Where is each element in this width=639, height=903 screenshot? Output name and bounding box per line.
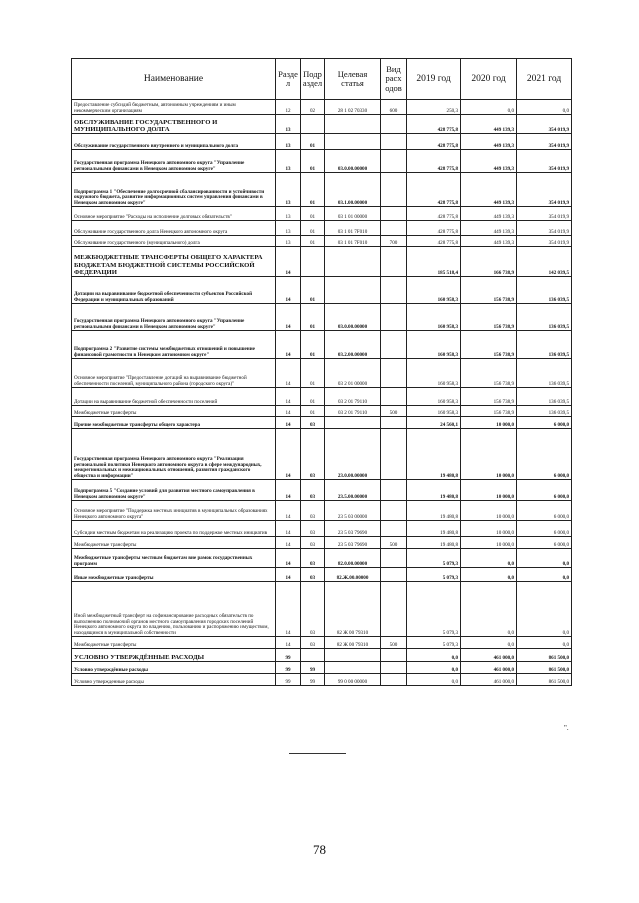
row-razdel-cell: 14 (276, 359, 301, 388)
row-podrazdel-cell: 01 (301, 134, 325, 150)
row-vid-cell (381, 549, 407, 568)
row-2020-cell: 461 000,0 (461, 662, 517, 674)
row-vid-cell (381, 134, 407, 150)
table-row (72, 662, 572, 674)
row-vid-cell (381, 417, 407, 429)
row-2019-cell: 5 079,3 (407, 582, 461, 637)
row-razdel-cell: 13 (276, 115, 301, 134)
row-name-cell: МЕЖБЮДЖЕТНЫЕ ТРАНСФЕРТЫ ОБЩЕГО ХАРАКТЕРА БЮДЖЕТАМ БЮДЖЕТНОЙ СИСТЕМЫ РОССИЙСКОЙ ФЕДЕРАЦИИ (72, 247, 276, 277)
row-2021-cell: 861 500,0 (517, 674, 572, 686)
row-2019-cell: 160 958,3 (407, 406, 461, 417)
row-2021-cell: 136 039,5 (517, 304, 572, 331)
row-name-cell: Субсидии местным бюджетам на реализацию проекта по поддержке местных инициатив (72, 521, 276, 537)
header-2019: 2019 год (407, 59, 461, 100)
row-2020-cell: 156 738,9 (461, 331, 517, 359)
table-row (72, 304, 572, 331)
row-2019-cell: 5 079,3 (407, 549, 461, 568)
row-podrazdel-cell: 03 (301, 549, 325, 568)
row-podrazdel-cell: 01 (301, 304, 325, 331)
row-article-cell: 99 0 00 00000 (325, 674, 381, 686)
row-2019-cell: 5 079,3 (407, 568, 461, 582)
row-2020-cell: 156 738,9 (461, 406, 517, 417)
row-2020-cell: 0,0 (461, 100, 517, 115)
row-podrazdel-cell: 01 (301, 173, 325, 207)
row-podrazdel-cell: 03 (301, 429, 325, 480)
row-name-cell: Иные межбюджетные трансферты (72, 568, 276, 582)
row-2020-cell: 449 139,3 (461, 150, 517, 173)
row-name-cell: Межбюджетные трансферты (72, 406, 276, 417)
row-razdel-cell: 13 (276, 207, 301, 221)
row-name-cell: Межбюджетные трансферты местным бюджетам вне рамок государственных программ (72, 549, 276, 568)
table-row (72, 134, 572, 150)
row-2020-cell: 10 000,0 (461, 417, 517, 429)
row-vid-cell (381, 649, 407, 662)
header-2020: 2020 год (461, 59, 517, 100)
row-2019-cell: 160 958,3 (407, 388, 461, 406)
row-vid-cell (381, 568, 407, 582)
row-2021-cell: 354 019,9 (517, 115, 572, 134)
row-name-cell: Дотации на выравнивание бюджетной обеспеченности поселений (72, 388, 276, 406)
row-vid-cell (381, 173, 407, 207)
row-name-cell: Прочие межбюджетные трансферты общего характера (72, 417, 276, 429)
row-2021-cell: 354 019,9 (517, 207, 572, 221)
row-podrazdel-cell: 01 (301, 406, 325, 417)
row-2020-cell: 461 000,0 (461, 649, 517, 662)
row-2021-cell: 6 000,0 (517, 480, 572, 501)
row-article-cell: 28 1 02 70330 (325, 100, 381, 115)
row-2020-cell: 10 000,0 (461, 521, 517, 537)
row-article-cell (325, 115, 381, 134)
row-2020-cell: 449 139,3 (461, 236, 517, 247)
row-vid-cell (381, 429, 407, 480)
closing-quote-mark: ". (564, 724, 569, 732)
header-2021: 2021 год (517, 59, 572, 100)
row-article-cell: 82.Ж.00.00000 (325, 568, 381, 582)
row-vid-cell (381, 331, 407, 359)
row-2020-cell: 0,0 (461, 549, 517, 568)
row-vid-cell (381, 388, 407, 406)
row-2021-cell: 6 000,0 (517, 429, 572, 480)
table-row (72, 537, 572, 549)
row-name-cell: ОБСЛУЖИВАНИЕ ГОСУДАРСТВЕННОГО И МУНИЦИПАЛЬНОГО ДОЛГА (72, 115, 276, 134)
row-vid-cell (381, 480, 407, 501)
row-article-cell: 03 2 01 00000 (325, 359, 381, 388)
row-2021-cell: 0,0 (517, 549, 572, 568)
row-article-cell (325, 247, 381, 277)
row-vid-cell (381, 277, 407, 304)
row-name-cell: УСЛОВНО УТВЕРЖДЁННЫЕ РАСХОДЫ (72, 649, 276, 662)
row-name-cell: Условно утверждённые расходы (72, 662, 276, 674)
table-body (72, 100, 572, 686)
row-2019-cell: 428 775,8 (407, 115, 461, 134)
row-article-cell (325, 134, 381, 150)
row-2020-cell: 449 139,3 (461, 173, 517, 207)
row-razdel-cell: 13 (276, 134, 301, 150)
row-podrazdel-cell: 03 (301, 568, 325, 582)
row-name-cell: Основное мероприятие "Поддержка местных инициатив в муниципальных образованиях Ненецкого автономного округа" (72, 501, 276, 521)
row-2021-cell: 6 000,0 (517, 501, 572, 521)
row-vid-cell (381, 304, 407, 331)
table-row (72, 115, 572, 134)
row-article-cell: 23.0.00.00000 (325, 429, 381, 480)
row-2021-cell: 0,0 (517, 582, 572, 637)
row-podrazdel-cell: 01 (301, 221, 325, 236)
row-2021-cell: 6 000,0 (517, 537, 572, 549)
row-2020-cell: 0,0 (461, 637, 517, 649)
row-razdel-cell: 13 (276, 221, 301, 236)
row-article-cell: 23 5 03 79690 (325, 537, 381, 549)
row-podrazdel-cell: 01 (301, 388, 325, 406)
row-article-cell: 03.0.00.00000 (325, 150, 381, 173)
row-razdel-cell: 13 (276, 236, 301, 247)
row-2020-cell: 156 738,9 (461, 304, 517, 331)
table-row (72, 480, 572, 501)
row-razdel-cell: 14 (276, 429, 301, 480)
row-2019-cell: 19 480,8 (407, 501, 461, 521)
row-vid-cell: 700 (381, 236, 407, 247)
row-vid-cell (381, 582, 407, 637)
row-vid-cell (381, 221, 407, 236)
row-2019-cell: 160 958,3 (407, 331, 461, 359)
table-row (72, 247, 572, 277)
row-name-cell: Основное мероприятие "Предоставление дотаций на выравнивание бюджетной обеспеченности поселений, муниципального района (городского округа)" (72, 359, 276, 388)
row-2021-cell: 861 500,0 (517, 649, 572, 662)
separator-line (289, 753, 346, 754)
row-article-cell (325, 649, 381, 662)
row-2019-cell: 24 560,1 (407, 417, 461, 429)
table-row (72, 277, 572, 304)
row-razdel-cell: 14 (276, 304, 301, 331)
row-2021-cell: 0,0 (517, 568, 572, 582)
row-2021-cell: 142 039,5 (517, 247, 572, 277)
row-podrazdel-cell: 03 (301, 582, 325, 637)
row-article-cell (325, 277, 381, 304)
row-2021-cell: 136 039,5 (517, 406, 572, 417)
row-2019-cell: 19 480,8 (407, 521, 461, 537)
row-vid-cell: 500 (381, 406, 407, 417)
table-row (72, 150, 572, 173)
row-podrazdel-cell (301, 115, 325, 134)
table-row (72, 637, 572, 649)
row-vid-cell (381, 115, 407, 134)
row-vid-cell (381, 207, 407, 221)
table-row (72, 331, 572, 359)
row-podrazdel-cell: 03 (301, 537, 325, 549)
header-razdel: Разде л (276, 59, 301, 100)
row-2020-cell: 156 738,9 (461, 388, 517, 406)
row-2020-cell: 449 139,3 (461, 207, 517, 221)
row-2021-cell: 861 500,0 (517, 662, 572, 674)
row-podrazdel-cell: 02 (301, 100, 325, 115)
row-vid-cell (381, 150, 407, 173)
row-name-cell: Условно утвержденные расходы (72, 674, 276, 686)
row-2019-cell: 0,0 (407, 649, 461, 662)
row-article-cell: 03.2.00.00000 (325, 331, 381, 359)
row-2019-cell: 428 775,8 (407, 207, 461, 221)
row-2019-cell: 19 480,8 (407, 480, 461, 501)
row-2019-cell: 428 775,8 (407, 173, 461, 207)
row-razdel-cell: 14 (276, 501, 301, 521)
row-podrazdel-cell: 03 (301, 637, 325, 649)
row-article-cell: 03.0.00.00000 (325, 304, 381, 331)
row-vid-cell (381, 674, 407, 686)
row-name-cell: Государственная программа Ненецкого автономного округа "Управление региональными финансами в Ненецком автономном округе" (72, 304, 276, 331)
row-article-cell (325, 662, 381, 674)
table-row (72, 388, 572, 406)
page-number: 78 (313, 842, 326, 857)
row-2019-cell: 19 480,8 (407, 537, 461, 549)
row-2019-cell: 160 958,3 (407, 277, 461, 304)
header-name: Наименование (72, 59, 276, 100)
row-2019-cell: 160 958,3 (407, 359, 461, 388)
row-2021-cell: 136 039,5 (517, 359, 572, 388)
table-row (72, 429, 572, 480)
table-row (72, 649, 572, 662)
table-row (72, 100, 572, 115)
row-name-cell: Подпрограмма 1 "Обеспечение долгосрочной сбалансированности и устойчивости окружного бюджета, развитие информационных систем управления финансами в Ненецком автономном округе" (72, 173, 276, 207)
header-article: Целевая статья (325, 59, 381, 100)
row-podrazdel-cell: 01 (301, 207, 325, 221)
row-vid-cell: 500 (381, 537, 407, 549)
row-2020-cell: 10 000,0 (461, 537, 517, 549)
row-podrazdel-cell (301, 649, 325, 662)
row-vid-cell: 500 (381, 637, 407, 649)
row-razdel-cell: 14 (276, 331, 301, 359)
row-article-cell: 82 Ж 00 79310 (325, 582, 381, 637)
row-2020-cell: 10 000,0 (461, 429, 517, 480)
row-2020-cell: 449 139,3 (461, 221, 517, 236)
table-row (72, 501, 572, 521)
row-2019-cell: 428 775,8 (407, 150, 461, 173)
row-podrazdel-cell: 99 (301, 674, 325, 686)
row-2020-cell: 0,0 (461, 568, 517, 582)
row-2019-cell: 160 958,3 (407, 304, 461, 331)
row-razdel-cell: 13 (276, 173, 301, 207)
table-header-row (72, 59, 572, 100)
row-name-cell: Межбюджетные трансферты (72, 537, 276, 549)
row-name-cell: Иной межбюджетный трансферт на софинансирование расходных обязательств по выполнению полномочий органов местного самоуправления городских поселений Ненецкого автономного округа по владению, пользованию и распоряжению имуществом, находящимся в муниципальной собственности (72, 582, 276, 637)
row-podrazdel-cell: 03 (301, 521, 325, 537)
row-2021-cell: 354 019,9 (517, 221, 572, 236)
row-2020-cell: 10 000,0 (461, 480, 517, 501)
row-vid-cell (381, 359, 407, 388)
row-2020-cell: 10 000,0 (461, 501, 517, 521)
row-name-cell: Дотации на выравнивание бюджетной обеспеченности субъектов Российской Федерации и муниципальных образований (72, 277, 276, 304)
table-row (72, 582, 572, 637)
row-razdel-cell: 99 (276, 649, 301, 662)
row-article-cell: 82.0.00.00000 (325, 549, 381, 568)
row-2020-cell: 449 139,3 (461, 134, 517, 150)
row-2019-cell: 0,0 (407, 674, 461, 686)
row-article-cell: 23.5.00.00000 (325, 480, 381, 501)
row-vid-cell (381, 662, 407, 674)
row-name-cell: Обслуживание государственного внутреннего и муниципального долга (72, 134, 276, 150)
row-2020-cell: 166 738,9 (461, 247, 517, 277)
row-podrazdel-cell: 99 (301, 662, 325, 674)
row-2021-cell: 354 019,9 (517, 173, 572, 207)
row-podrazdel-cell: 01 (301, 359, 325, 388)
row-razdel-cell: 14 (276, 417, 301, 429)
row-podrazdel-cell: 01 (301, 277, 325, 304)
row-2019-cell: 428 775,8 (407, 134, 461, 150)
row-razdel-cell: 14 (276, 582, 301, 637)
row-name-cell: Межбюджетные трансферты (72, 637, 276, 649)
row-2019-cell: 428 775,8 (407, 236, 461, 247)
row-2019-cell: 185 518,4 (407, 247, 461, 277)
row-2021-cell: 354 019,9 (517, 236, 572, 247)
row-2019-cell: 250,3 (407, 100, 461, 115)
row-2019-cell: 428 775,8 (407, 221, 461, 236)
row-razdel-cell: 14 (276, 537, 301, 549)
row-article-cell: 03 1 01 00000 (325, 207, 381, 221)
row-podrazdel-cell: 03 (301, 501, 325, 521)
row-2020-cell: 0,0 (461, 582, 517, 637)
row-name-cell: Обслуживание государственного (муниципального) долга (72, 236, 276, 247)
table-row (72, 568, 572, 582)
row-article-cell: 23 5 03 79690 (325, 521, 381, 537)
table-row (72, 359, 572, 388)
budget-table (71, 58, 572, 686)
row-podrazdel-cell: 03 (301, 417, 325, 429)
row-podrazdel-cell: 01 (301, 331, 325, 359)
row-article-cell: 23 5 03 00000 (325, 501, 381, 521)
row-2021-cell: 6 000,0 (517, 521, 572, 537)
row-vid-cell (381, 501, 407, 521)
row-2019-cell: 19 480,8 (407, 429, 461, 480)
row-razdel-cell: 14 (276, 406, 301, 417)
row-2021-cell: 354 019,9 (517, 134, 572, 150)
row-article-cell (325, 417, 381, 429)
row-article-cell: 03.1.00.00000 (325, 173, 381, 207)
row-razdel-cell: 14 (276, 637, 301, 649)
row-2021-cell: 354 019,9 (517, 150, 572, 173)
table-row (72, 521, 572, 537)
table-row (72, 236, 572, 247)
header-vid: Вид расх одов (381, 59, 407, 100)
row-2021-cell: 0,0 (517, 637, 572, 649)
table-row (72, 674, 572, 686)
row-name-cell: Государственная программа Ненецкого автономного округа "Управление региональными финансами в Ненецком автономном округе" (72, 150, 276, 173)
row-2021-cell: 136 039,5 (517, 277, 572, 304)
row-name-cell: Подпрограмма 5 "Создание условий для развития местного самоуправления в Ненецком автономном округе" (72, 480, 276, 501)
row-razdel-cell: 14 (276, 521, 301, 537)
header-podrazdel: Подр аздел (301, 59, 325, 100)
row-podrazdel-cell: 01 (301, 236, 325, 247)
table-row (72, 207, 572, 221)
row-razdel-cell: 99 (276, 662, 301, 674)
row-vid-cell (381, 521, 407, 537)
row-razdel-cell: 14 (276, 277, 301, 304)
row-name-cell: Предоставление субсидий бюджетным, автономным учреждениям и иным некоммерческим организациям (72, 100, 276, 115)
table-row (72, 417, 572, 429)
row-2020-cell: 449 139,3 (461, 115, 517, 134)
row-razdel-cell: 99 (276, 674, 301, 686)
row-2020-cell: 156 738,9 (461, 359, 517, 388)
row-vid-cell (381, 247, 407, 277)
row-2019-cell: 5 079,3 (407, 637, 461, 649)
row-podrazdel-cell (301, 247, 325, 277)
row-podrazdel-cell: 01 (301, 150, 325, 173)
table-row (72, 549, 572, 568)
row-2021-cell: 136 039,5 (517, 331, 572, 359)
row-2021-cell: 136 039,5 (517, 388, 572, 406)
row-name-cell: Подпрограмма 2 "Развитие системы межбюджетных отношений и повышение финансовой грамотности в Ненецком автономном округе" (72, 331, 276, 359)
row-razdel-cell: 14 (276, 247, 301, 277)
row-name-cell: Основное мероприятие "Расходы на исполнение долговых обязательств" (72, 207, 276, 221)
row-article-cell: 03 2 01 79110 (325, 388, 381, 406)
row-razdel-cell: 14 (276, 480, 301, 501)
row-razdel-cell: 14 (276, 568, 301, 582)
table-row (72, 406, 572, 417)
table-row (72, 221, 572, 236)
row-article-cell: 82 Ж 00 79310 (325, 637, 381, 649)
row-razdel-cell: 13 (276, 150, 301, 173)
row-razdel-cell: 12 (276, 100, 301, 115)
row-2021-cell: 6 000,0 (517, 417, 572, 429)
row-article-cell: 03 1 01 7F010 (325, 236, 381, 247)
row-2021-cell: 0,0 (517, 100, 572, 115)
row-article-cell: 03 1 01 7F010 (325, 221, 381, 236)
row-podrazdel-cell: 03 (301, 480, 325, 501)
row-name-cell: Государственная программа Ненецкого автономного округа "Реализация региональной политики Ненецкого автономного округа в сфере международных, межрегиональных и межнациональных отношений, развития гражданского общества и информации" (72, 429, 276, 480)
row-razdel-cell: 14 (276, 388, 301, 406)
row-name-cell: Обслуживание государственного долга Ненецкого автономного округа (72, 221, 276, 236)
row-razdel-cell: 14 (276, 549, 301, 568)
row-2020-cell: 461 000,0 (461, 674, 517, 686)
table-row (72, 173, 572, 207)
row-article-cell: 03 2 01 79110 (325, 406, 381, 417)
row-2020-cell: 156 738,9 (461, 277, 517, 304)
row-2019-cell: 0,0 (407, 662, 461, 674)
row-vid-cell: 600 (381, 100, 407, 115)
